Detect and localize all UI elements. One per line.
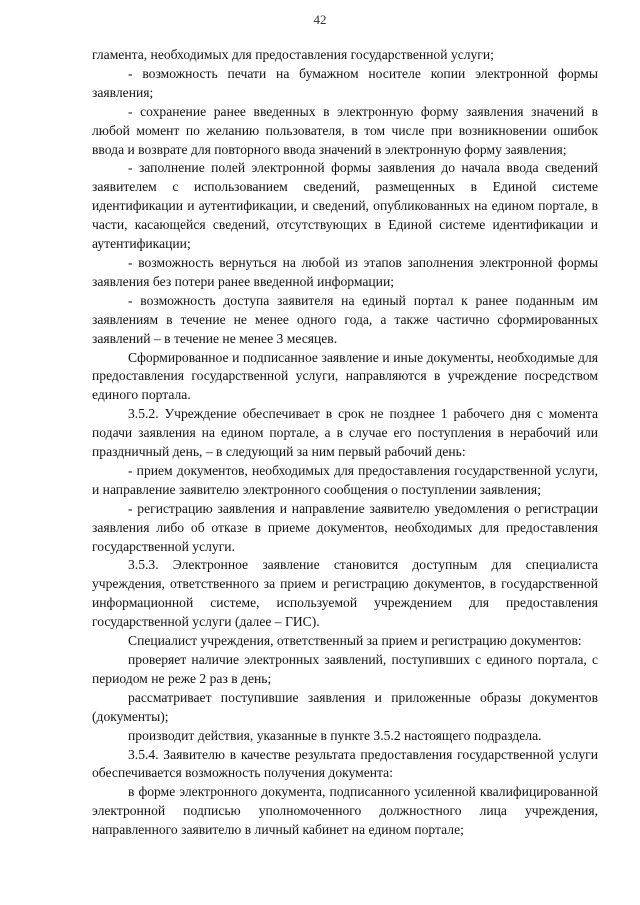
paragraph-submission: Сформированное и подписанное заявление и иные документы, необходимые для предоставления государственной услуги, направляются в учреждение посредством единого портала.	[92, 349, 598, 403]
paragraph-clause-3-5-3: 3.5.3. Электронное заявление становится доступным для специалиста учреждения, ответственного за прием и регистрацию документов, в государственной информационной системе, используемой учреждением для предоставления государственной услуги (далее – ГИС).	[92, 557, 598, 630]
paragraph-return-to-step: - возможность вернуться на любой из этапов заполнения электронной формы заявления без потери ранее введенной информации;	[92, 254, 598, 289]
paragraph-clause-3-5-4: 3.5.4. Заявителю в качестве результата предоставления государственной услуги обеспечивается возможность получения документа:	[92, 746, 598, 781]
page-number: 42	[313, 12, 327, 27]
paragraph-save-values: - сохранение ранее введенных в электронную форму заявления значений в любой момент по желанию пользователя, в том числе при возникновении ошибок ввода и возврате для повторного ввода значений в электронную форму заявления;	[92, 103, 598, 157]
paragraph-performs-actions: производит действия, указанные в пункте 3.5.2 настоящего подраздела.	[128, 727, 542, 743]
paragraph-specialist: Специалист учреждения, ответственный за прием и регистрацию документов:	[128, 633, 582, 649]
paragraph-checks-applications: проверяет наличие электронных заявлений, поступивших с единого портала, с периодом не реже 2 раз в день;	[92, 652, 598, 686]
paragraph-print-copy: - возможность печати на бумажном носителе копии электронной формы заявления;	[92, 65, 598, 100]
paragraph-regulation-continuation: гламента, необходимых для предоставления государственной услуги;	[92, 47, 494, 62]
paragraph-clause-3-5-2: 3.5.2. Учреждение обеспечивает в срок не позднее 1 рабочего дня с момента подачи заявления на едином портале, а в случае его поступления в нерабочий или праздничный день, – в следующий за ним первый рабочий день:	[92, 406, 598, 460]
paragraph-electronic-document: в форме электронного документа, подписанного усиленной квалифицированной электронной подписью уполномоченного должностного лица учреждения, направленного заявителю в личный кабинет на едином портале;	[92, 784, 598, 838]
paragraph-autofill-fields: - заполнение полей электронной формы заявления до начала ввода сведений заявителем с использованием сведений, размещенных в Единой системе идентификации и аутентификации, и сведений, опубликованных на едином портале, в части, касающейся сведений, отсутствующих в Единой системе идентификации и аутентификации;	[92, 160, 598, 252]
document-body	[92, 46, 598, 840]
paragraph-access-applications: - возможность доступа заявителя на единый портал к ранее поданным им заявлениям в течение не менее одного года, а также частично сформированных заявлений – в течение не менее 3 месяцев.	[92, 292, 598, 346]
paragraph-reviews-applications: рассматривает поступившие заявления и приложенные образы документов (документы);	[92, 689, 598, 724]
paragraph-registration: - регистрацию заявления и направление заявителю уведомления о регистрации заявления либо об отказе в приеме документов, необходимых для предоставления государственной услуги.	[92, 500, 598, 554]
paragraph-receive-documents: - прием документов, необходимых для предоставления государственной услуги, и направление заявителю электронного сообщения о поступлении заявления;	[92, 462, 598, 497]
